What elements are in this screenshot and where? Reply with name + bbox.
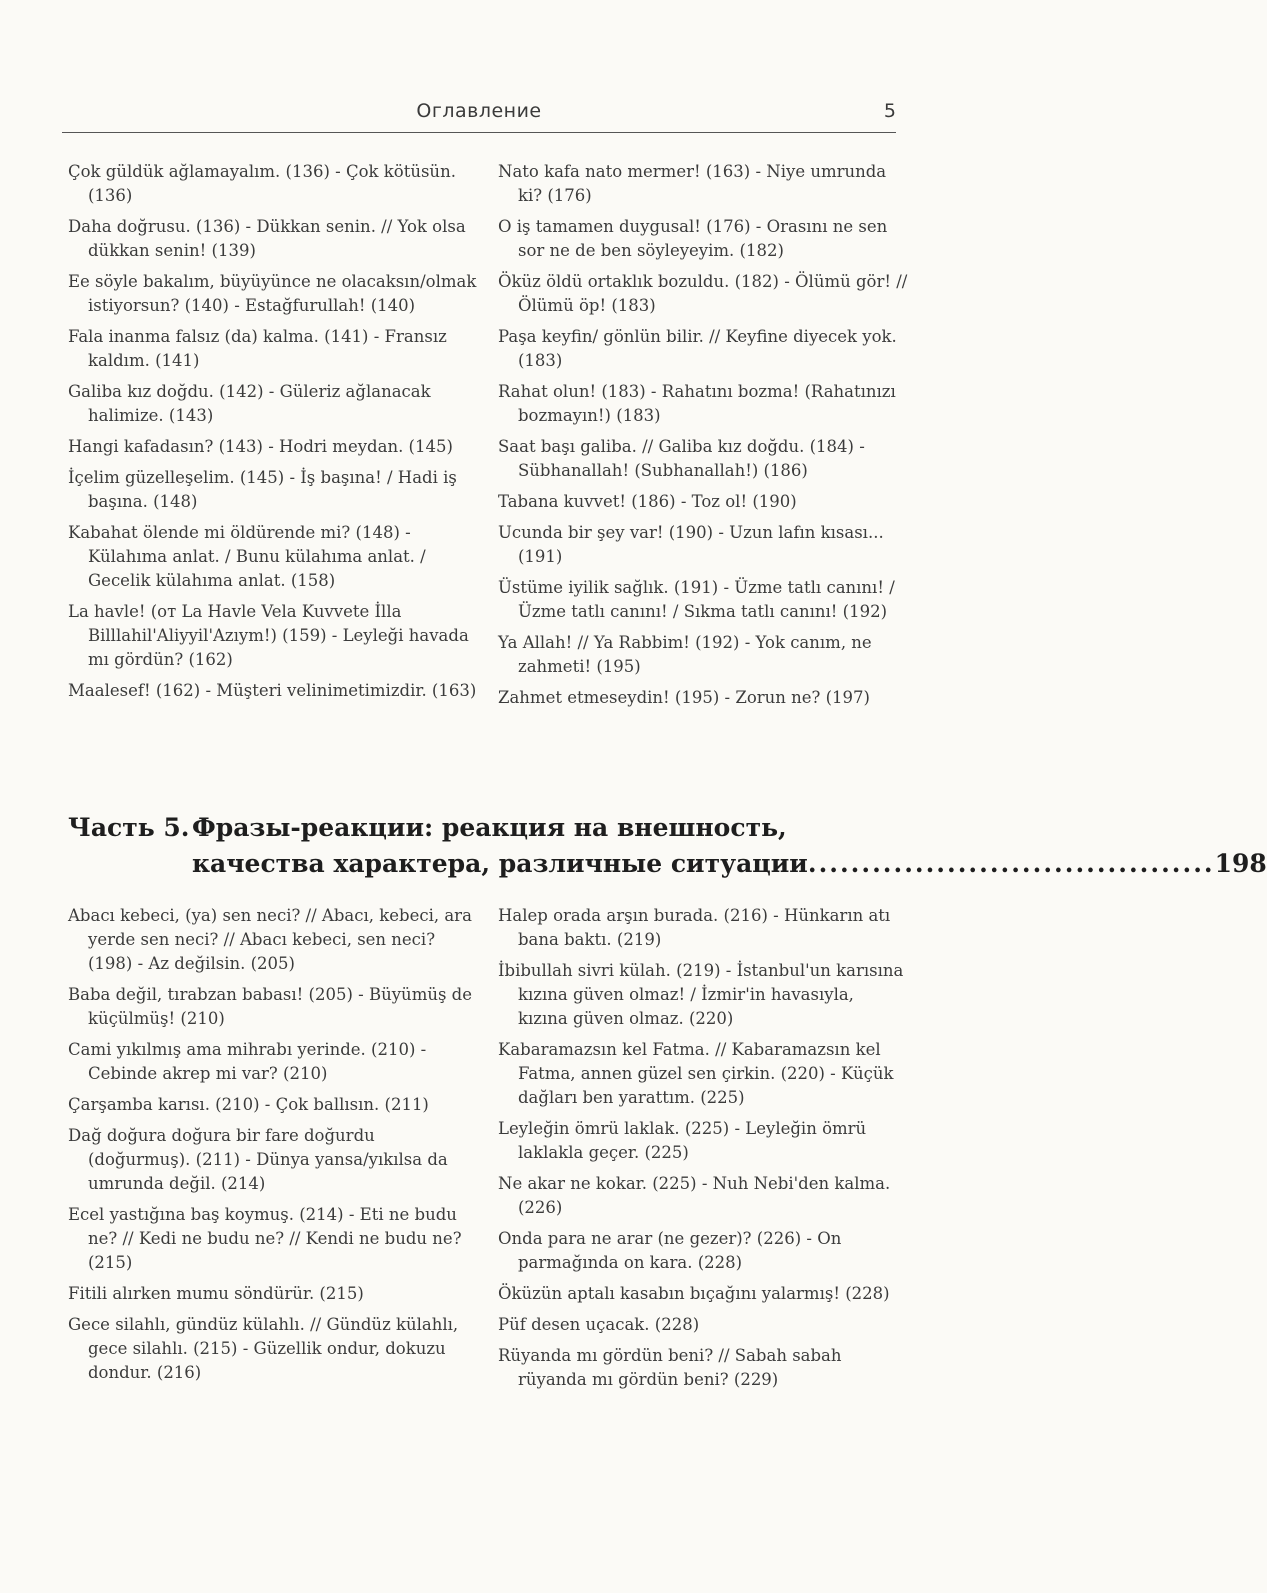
toc-entry: İbibullah sivri külah. (219) - İstanbul'un karısına kızına güven olmaz! / İzmir'in havasıyla, kızına güven olmaz. (220) bbox=[498, 961, 904, 1028]
part5-title-line2: качества характера, различные ситуации bbox=[192, 849, 808, 878]
toc-entry: Hangi kafadasın? (143) - Hodri meydan. (145) bbox=[68, 437, 453, 456]
page-header bbox=[62, 98, 896, 133]
toc-entry: Cami yıkılmış ama mihrabı yerinde. (210) - Cebinde akrep mi var? (210) bbox=[68, 1040, 427, 1083]
toc-entry: Gece silahlı, gündüz külahlı. // Gündüz külahlı, gece silahlı. (215) - Güzellik ondur, dokuzu dondur. (216) bbox=[68, 1315, 459, 1382]
toc-entry: La havle! (от La Havle Vela Kuvvete İlla Billlahil'Aliyyil'Azıym!) (159) - Leyleği havada mı gördün? (162) bbox=[68, 602, 469, 669]
toc-entry: Ne akar ne kokar. (225) - Nuh Nebi'den kalma. (226) bbox=[498, 1174, 891, 1217]
toc-entry: Kabahat ölende mi öldürende mi? (148) - Külahıma anlat. / Bunu külahıma anlat. / Gecelik külahıma anlat. (158) bbox=[68, 523, 426, 590]
section2-left-column bbox=[68, 904, 478, 1392]
toc-entry: Fala inanma falsız (da) kalma. (141) - Fransız kaldım. (141) bbox=[68, 327, 447, 370]
toc-entry: Zahmet etmeseydin! (195) - Zorun ne? (197) bbox=[498, 688, 870, 707]
toc-entry: Onda para ne arar (ne gezer)? (226) - On parmağında on kara. (228) bbox=[498, 1229, 842, 1272]
toc-entry: Nato kafa nato mermer! (163) - Niye umrunda ki? (176) bbox=[498, 162, 887, 205]
page-number: 5 bbox=[883, 100, 896, 122]
toc-entry: Halep orada arşın burada. (216) - Hünkarın atı bana baktı. (219) bbox=[498, 906, 891, 949]
toc-entry: Rüyanda mı gördün beni? // Sabah sabah rüyanda mı gördün beni? (229) bbox=[498, 1346, 842, 1389]
toc-entry: Galiba kız doğdu. (142) - Güleriz ağlanacak halimize. (143) bbox=[68, 382, 431, 425]
toc-entry: Dağ doğura doğura bir fare doğurdu (doğurmuş). (211) - Dünya yansa/yıkılsa da umrunda değil. (214) bbox=[68, 1126, 448, 1193]
toc-entry: Saat başı galiba. // Galiba kız doğdu. (184) - Sübhanallah! (Subhanallah!) (186) bbox=[498, 437, 865, 480]
section1-left-column bbox=[68, 160, 478, 710]
toc-entry: Leyleğin ömrü laklak. (225) - Leyleğin ömrü laklakla geçer. (225) bbox=[498, 1119, 867, 1162]
part5-page: 198 bbox=[1214, 849, 1267, 878]
toc-entry: Öküz öldü ortaklık bozuldu. (182) - Ölümü gör! // Ölümü öp! (183) bbox=[498, 272, 908, 315]
toc-entry: Öküzün aptalı kasabın bıçağını yalarmış! (228) bbox=[498, 1284, 890, 1303]
toc-entry: Çarşamba karısı. (210) - Çok ballısın. (211) bbox=[68, 1095, 429, 1114]
toc-entry: Ee söyle bakalım, büyüyünce ne olacaksın/olmak istiyorsun? (140) - Estağfurullah! (140) bbox=[68, 272, 477, 315]
toc-entry: Paşa keyfin/ gönlün bilir. // Keyfine diyecek yok. (183) bbox=[498, 327, 897, 370]
toc-entry: Üstüme iyilik sağlık. (191) - Üzme tatlı canını! / Üzme tatlı canını! / Sıkma tatlı canını! (192) bbox=[498, 578, 895, 621]
page-title: Оглавление bbox=[416, 100, 542, 122]
toc-entry: Ya Allah! // Ya Rabbim! (192) - Yok canım, ne zahmeti! (195) bbox=[498, 633, 872, 676]
section2-right-column bbox=[498, 904, 908, 1399]
part5-title-line1: Фразы-реакции: реакция на внешность, bbox=[192, 813, 787, 842]
part5-title-line2-row bbox=[192, 848, 1267, 880]
toc-entry: Fitili alırken mumu söndürür. (215) bbox=[68, 1284, 364, 1303]
toc-entry: Baba değil, tırabzan babası! (205) - Büyümüş de küçülmüş! (210) bbox=[68, 985, 473, 1028]
toc-entry: Çok güldük ağlamayalım. (136) - Çok kötüsün. (136) bbox=[68, 162, 456, 205]
toc-entry: Ecel yastığına baş koymuş. (214) - Eti ne budu ne? // Kedi ne budu ne? // Kendi ne budu ne? (215) bbox=[68, 1205, 462, 1272]
toc-entry: Ucunda bir şey var! (190) - Uzun lafın kısası... (191) bbox=[498, 523, 884, 566]
toc-entry: Tabana kuvvet! (186) - Toz ol! (190) bbox=[498, 492, 797, 511]
toc-entry: Kabaramazsın kel Fatma. // Kabaramazsın kel Fatma, annen güzel sen çirkin. (220) - Küçük dağları ben yarattım. (225) bbox=[498, 1040, 894, 1107]
toc-entry: Rahat olun! (183) - Rahatını bozma! (Rahatınızı bozmayın!) (183) bbox=[498, 382, 896, 425]
part5-label: Часть 5. bbox=[68, 813, 190, 842]
section1-right-column bbox=[498, 160, 908, 717]
toc-entry: Püf desen uçacak. (228) bbox=[498, 1315, 700, 1334]
toc-entry: İçelim güzelleşelim. (145) - İş başına! / Hadi iş başına. (148) bbox=[68, 468, 457, 511]
toc-entry: Daha doğrusu. (136) - Dükkan senin. // Yok olsa dükkan senin! (139) bbox=[68, 217, 466, 260]
leader-dots: ...................................... bbox=[807, 849, 1215, 878]
toc-entry: Maalesef! (162) - Müşteri velinimetimizdir. (163) bbox=[68, 681, 477, 700]
toc-entry: O iş tamamen duygusal! (176) - Orasını ne sen sor ne de ben söyleyeyim. (182) bbox=[498, 217, 888, 260]
toc-entry: Abacı kebeci, (ya) sen neci? // Abacı, kebeci, ara yerde sen neci? // Abacı kebeci, sen neci? (198) - Az değilsin. (205) bbox=[68, 906, 472, 973]
